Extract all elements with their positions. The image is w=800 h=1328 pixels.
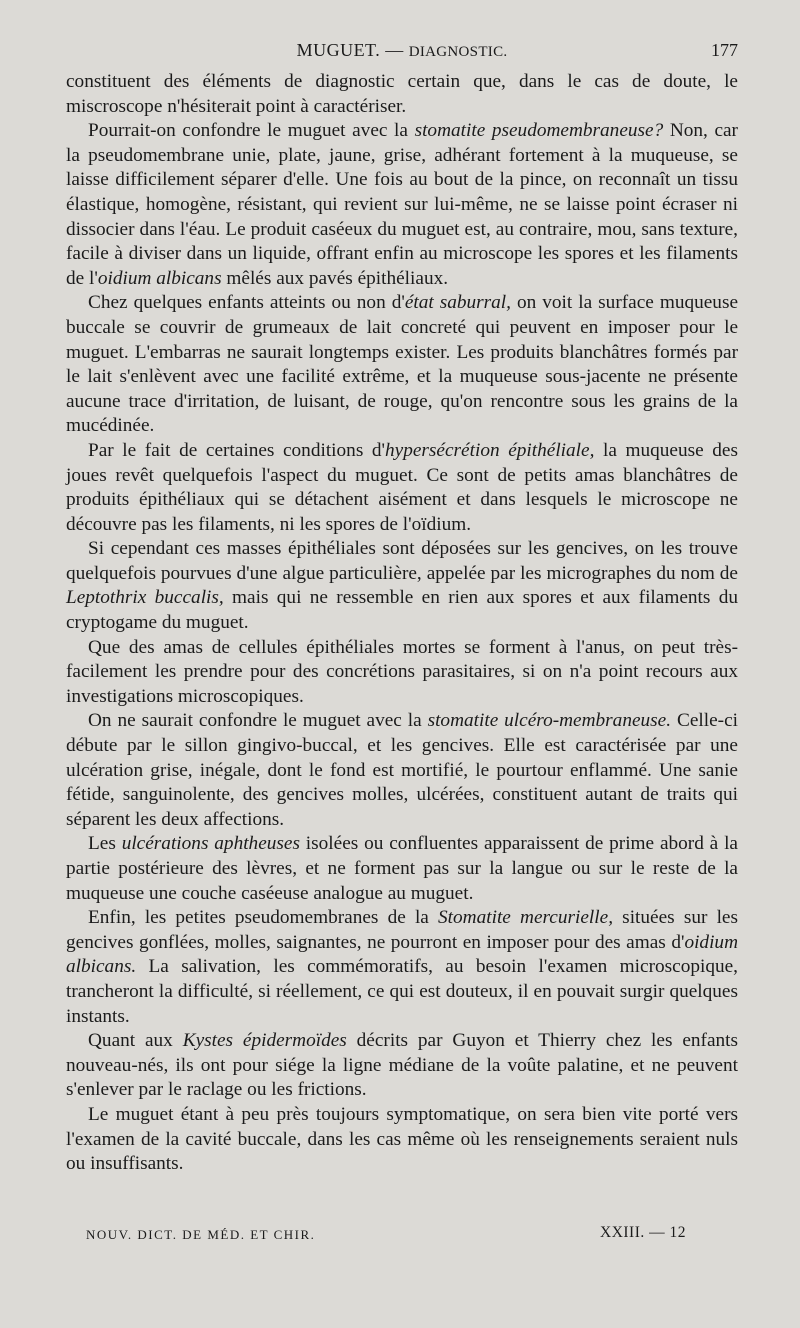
italic-term: stomatite pseudomembraneuse? [414,120,664,142]
text-run: situées sur les gencives gonflées, molles, saignantes, ne pourront en imposer pour des amas d' [66,907,738,953]
paragraph [66,906,738,1029]
page-header [66,40,738,68]
running-head-separator: — [380,40,409,60]
paragraph [66,439,738,537]
page-number: 177 [711,40,738,60]
italic-term: oidium albicans [97,267,222,289]
paragraph [66,709,738,832]
text-run: la muqueuse des joues revêt quelquefois l'aspect du muguet. Ce sont de petits amas blanchâtres de produits épithéliaux qui se détachent aisément et dans lesquels le microscope ne découvre pas les filaments, ni les spores de l'oïdium. [66,439,738,535]
running-head-subtitle: DIAGNOSTIC. [408,44,508,60]
text-run: La salivation, les commémoratifs, au besoin l'examen microscopique, trancheront la difficulté, si réellement, ce qui est douteux, il en pouvait surgir quelques instants. [66,956,738,1027]
italic-term: Kystes épidermoïdes [182,1030,347,1052]
text-run: constituent des éléments de diagnostic certain que, dans le cas de doute, le miscroscope n'hésiterait point à caractériser. [66,71,738,117]
text-run: On ne saurait confondre le muguet avec la [88,710,428,732]
italic-term: oidium albicans. [66,931,738,978]
italic-term: Stomatite mercurielle, [438,907,614,929]
page-footer [86,1224,686,1249]
paragraph [66,70,738,119]
text-run: décrits par Guyon et Thierry chez les enfants nouveau-nés, ils ont pour siége la ligne médiane de la voûte palatine, et ne peuvent s'enlever par le raclage ou les frictions. [66,1030,739,1101]
footer-signature: XXIII. — 12 [600,1224,686,1241]
text-run: Le muguet étant à peu près toujours symptomatique, on sera bien vite porté vers l'examen de la cavité buccale, dans les cas même où les renseignements seraient nuls ou insuffisants. [66,1103,738,1175]
text-run: mais qui ne ressemble en rien aux spores et aux filaments du cryptogame du muguet. [66,587,738,634]
text-run: Pourrait-on confondre le muguet avec la [88,120,415,142]
paragraph [66,832,738,906]
paragraph [66,119,738,291]
text-run: Enfin, les petites pseudomembranes de la [88,907,439,929]
text-run: Par le fait de certaines conditions d' [88,439,386,461]
italic-term: Leptothrix buccalis, [66,587,224,609]
text-run: Celle-ci débute par le sillon gingivo-buccal, et les gencives. Elle est caractérisée par une ulcération grise, inégale, dont le fond est mortifié, le pourtour enflammé. Une sanie fétide, sanguinolente, des gencives molles, ulcérées, constituent autant de traits qui séparent les deux affections. [66,710,738,830]
paragraph [66,1029,738,1103]
footer-publication: NOUV. DICT. DE MÉD. ET CHIR. [86,1227,316,1242]
text-run: mêlés aux pavés épithéliaux. [221,267,449,289]
italic-term: état saburral, [404,292,511,314]
text-run: Non, car la pseudomembrane unie, plate, jaune, grise, adhérant fortement à la muqueuse, se laisse difficilement séparer d'elle. Une fois au bout de la pince, on reconnaît un tissu élastique, homogène, résistant, qui revient sur lui-même, ne se laisse point écraser ni dissocier dans l'éau. Le produit caséeux du muguet est, au contraire, mou, sans texture, facile à diviser dans un liquide, offrant enfin au microscope les spores et les filaments de l' [66,120,738,289]
text-run: Chez quelques enfants atteints ou non d' [88,292,405,314]
text-run: Quant aux [88,1030,183,1052]
body-text [66,70,738,1177]
paragraph [66,537,738,635]
text-run: isolées ou confluentes apparaissent de prime abord à la partie postérieure des lèvres, et ne forment pas sur la langue ou sur le reste de la muqueuse une couche caséeuse analogue au muguet. [66,833,738,904]
italic-term: ulcérations aphtheuses [121,833,300,855]
running-head [66,40,738,61]
text-run: Si cependant ces masses épithéliales sont déposées sur les gencives, on les trouve quelquefois pourvues d'une algue particulière, appelée par les micrographes du nom de [66,538,738,584]
text-run: on voit la surface muqueuse buccale se couvrir de grumeaux de lait concreté qui peuvent en imposer pour le muguet. L'embarras ne saurait longtemps exister. Les produits blanchâtres formés par le lait s'enlèvent avec une facilité extrême, et la muqueuse sous-jacente ne présente aucune trace d'irritation, de luisant, de rouge, qu'on rencontre sous les grains de la mucédinée. [66,292,739,437]
paragraph [66,291,738,439]
paragraph [66,636,738,710]
text-run: Les [88,833,122,855]
italic-term: hypersécrétion épithéliale, [385,439,595,461]
text-run: Que des amas de cellules épithéliales mortes se forment à l'anus, on peut très-facilement les prendre pour des concrétions parasitaires, si on n'a point recours aux investigations microscopiques. [66,636,738,707]
italic-term: stomatite ulcéro-membraneuse. [427,710,672,732]
running-head-title: MUGUET. [296,40,381,60]
paragraph [66,1103,738,1177]
